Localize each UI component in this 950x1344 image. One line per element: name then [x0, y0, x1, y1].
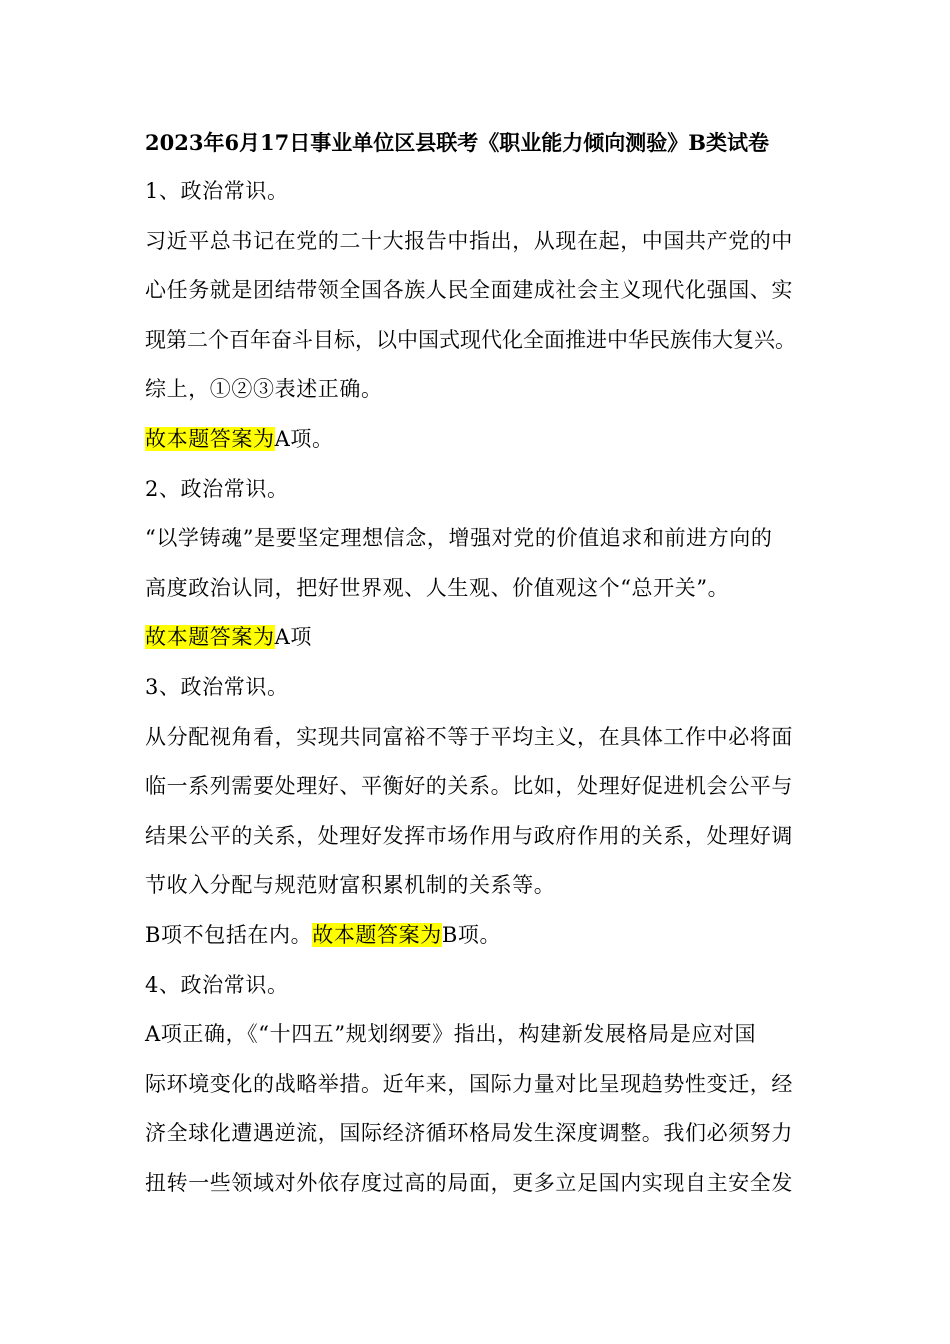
answer-option: A项。 [274, 426, 334, 451]
document-title: 2023年6月17日事业单位区县联考《职业能力倾向测验》B类试卷 [145, 130, 770, 155]
question-3-body-line: 从分配视角看，实现共同富裕不等于平均主义，在具体工作中必将面 [145, 724, 793, 749]
question-3-body-line: 临一系列需要处理好、平衡好的关系。比如，处理好促进机会公平与 [145, 774, 793, 799]
question-4-body-line: 扭转一些领域对外依存度过高的局面，更多立足国内实现自主安全发 [145, 1170, 793, 1195]
question-2-body-line: “以学铸魂”是要坚定理想信念，增强对党的价值追求和前进方向的 [145, 526, 773, 551]
question-3-body-line: 节收入分配与规范财富积累机制的关系等。 [145, 873, 556, 898]
question-3-answer [145, 911, 825, 961]
document-content [145, 118, 825, 1208]
question-2-heading: 2、政治常识。 [145, 476, 289, 501]
answer-option: A项 [274, 625, 312, 650]
question-1-heading: 1、政治常识。 [145, 179, 289, 203]
question-1-body-line: 习近平总书记在党的二十大报告中指出，从现在起，中国共产党的中 [145, 228, 793, 253]
answer-prefix: B项不包括在内。 [145, 922, 313, 947]
question-3-body-line: 结果公平的关系，处理好发挥市场作用与政府作用的关系，处理好调 [145, 823, 793, 848]
question-1-body-line: 心任务就是团结带领全国各族人民全面建成社会主义现代化强国、实 [145, 278, 793, 303]
answer-option: B项。 [441, 922, 502, 947]
question-3-heading: 3、政治常识。 [145, 674, 289, 699]
answer-highlight: 故本题答案为 [145, 625, 275, 650]
question-4-body-line: 济全球化遭遇逆流，国际经济循环格局发生深度调整。我们必须努力 [145, 1121, 793, 1146]
question-4-body-line: 际环境变化的战略举措。近年来，国际力量对比呈现趋势性变迁，经 [145, 1071, 793, 1096]
question-1-answer [145, 415, 825, 465]
answer-highlight: 故本题答案为 [312, 922, 442, 947]
question-1-body-line: 综上，①②③表述正确。 [145, 377, 383, 402]
question-2-answer [145, 613, 825, 663]
question-1-body-line: 现第二个百年奋斗目标，以中国式现代化全面推进中华民族伟大复兴。 [145, 327, 796, 352]
question-4-heading: 4、政治常识。 [145, 972, 289, 997]
question-4-body-line: A项正确，《“十四五”规划纲要》指出，构建新发展格局是应对国 [145, 1022, 757, 1047]
answer-highlight: 故本题答案为 [145, 426, 275, 451]
question-2-body-line: 高度政治认同，把好世界观、人生观、价值观这个“总开关”。 [145, 575, 730, 600]
